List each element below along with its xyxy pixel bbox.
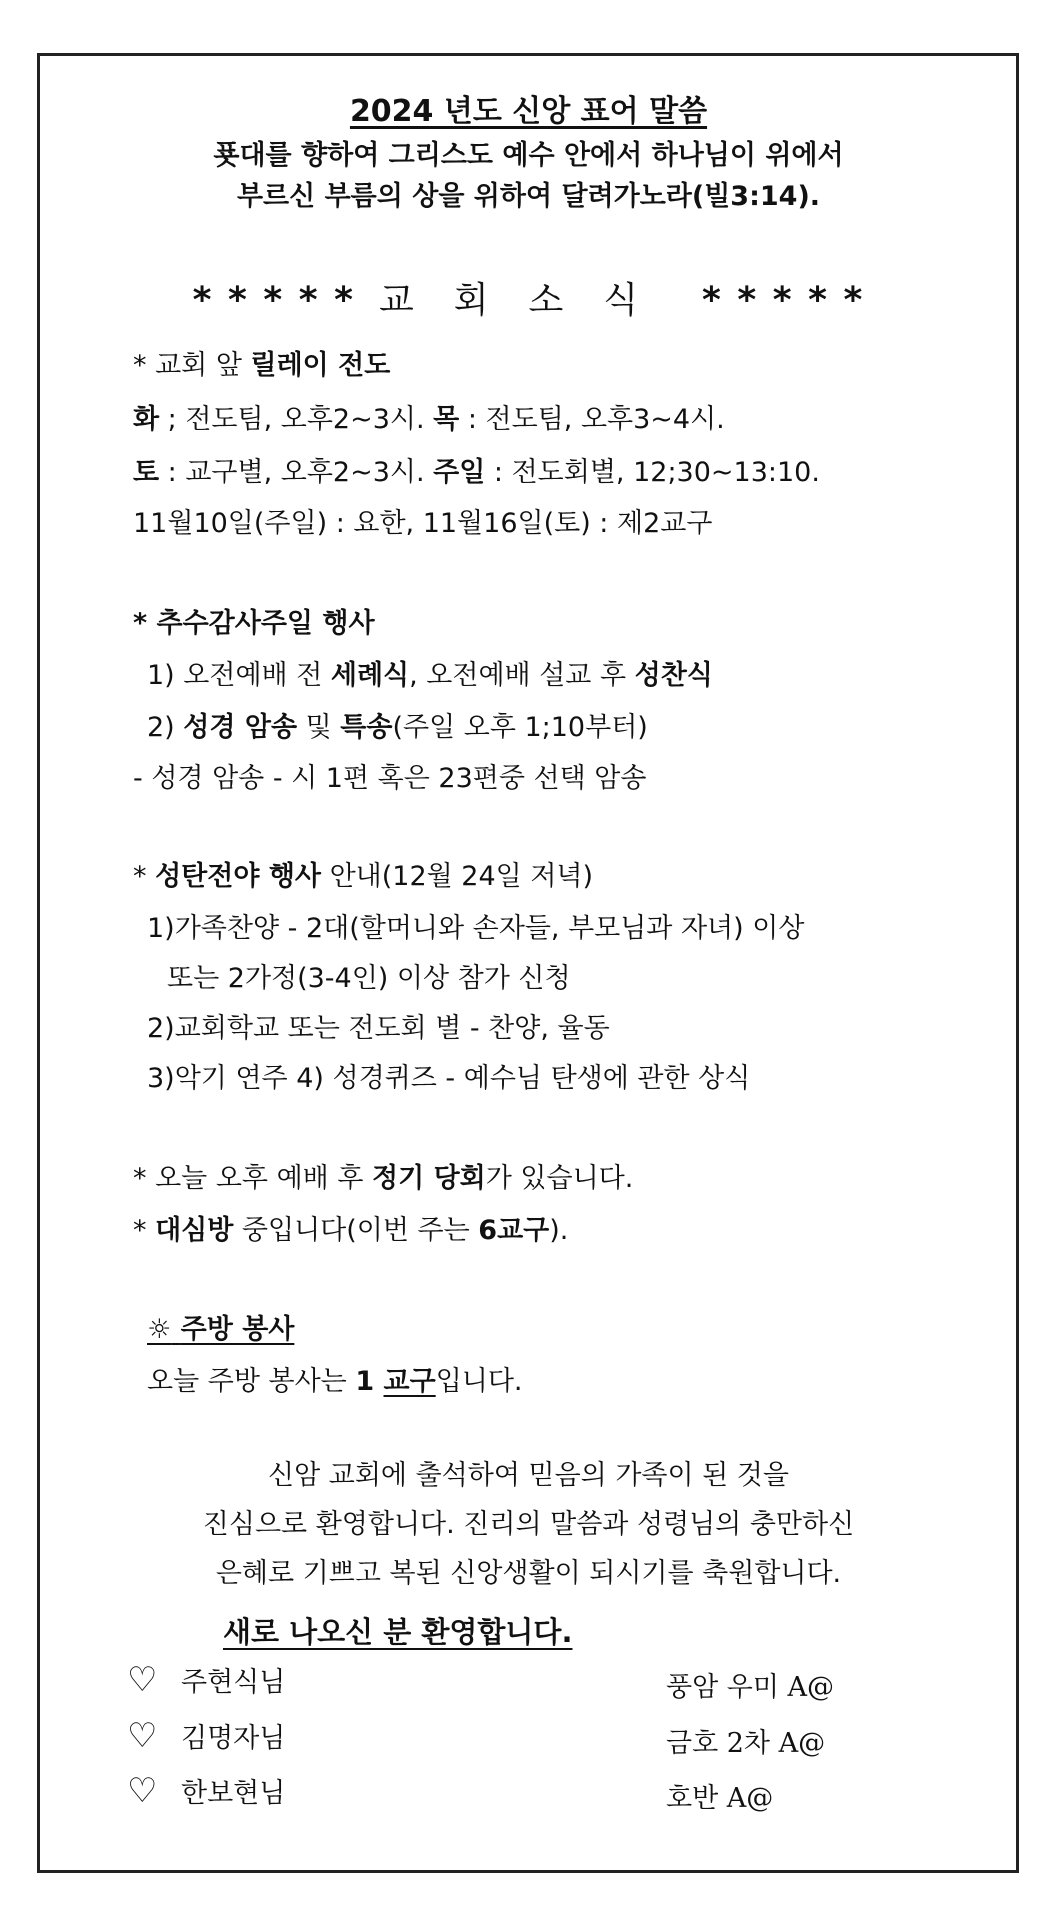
notice-visitation bbox=[133, 1208, 568, 1247]
relay-line-3: 11월10일(주일) : 요한, 11월16일(토) : 제2교구 bbox=[133, 508, 713, 539]
newcomer-name: 주현식님 bbox=[181, 1667, 286, 1698]
notice-2-district: 6교구 bbox=[478, 1215, 550, 1246]
tg-baptism: 세례식 bbox=[330, 660, 410, 691]
tg-special-song: 특송 bbox=[340, 712, 393, 743]
christmas-heading-rest: 안내(12월 24일 저녁) bbox=[321, 861, 594, 892]
notice-1-a: * 오늘 오후 예배 후 bbox=[133, 1163, 372, 1194]
heart-icon: ♡ bbox=[127, 1660, 158, 1700]
newcomer-name: 김명자님 bbox=[181, 1723, 286, 1754]
notice-2-e: ). bbox=[549, 1215, 569, 1246]
thanksgiving-heading: * 추수감사주일 행사 bbox=[133, 608, 375, 639]
newcomer-place: 호반 A@ bbox=[666, 1783, 774, 1814]
christmas-bullet: * bbox=[133, 861, 156, 892]
relay-heading-bold: 릴레이 전도 bbox=[250, 350, 391, 381]
kitchen-number: 1 bbox=[355, 1366, 384, 1397]
church-news-heading bbox=[0, 272, 1057, 323]
christmas-line-3: 2)교회학교 또는 전도회 별 - 찬양, 율동 bbox=[147, 1013, 610, 1044]
newcomer-row bbox=[127, 1771, 285, 1811]
thanksgiving-line-1 bbox=[147, 653, 713, 692]
heart-icon: ♡ bbox=[127, 1716, 158, 1756]
christmas-heading bbox=[133, 854, 593, 893]
tg-recitation: 성경 암송 bbox=[183, 712, 298, 743]
heart-icon: ♡ bbox=[127, 1771, 158, 1811]
relay-sat-detail: : 교구별, 오후2~3시. bbox=[159, 457, 434, 488]
motto-verse-line-2: 부르신 부름의 상을 위하여 달려가노라(빌3:14). bbox=[236, 181, 821, 212]
tg-l1-a: 1) 오전예배 전 bbox=[147, 660, 331, 691]
christmas-heading-bold: 성탄전야 행사 bbox=[155, 861, 321, 892]
sun-icon: ☼ bbox=[147, 1314, 172, 1345]
newcomers-heading: 새로 나오신 분 환영합니다. bbox=[223, 1615, 573, 1649]
tg-communion: 성찬식 bbox=[634, 660, 713, 691]
notice-1-bold: 정기 당회 bbox=[372, 1163, 486, 1194]
notice-2-a: * bbox=[133, 1215, 156, 1246]
relay-bullet: * 교회 앞 bbox=[133, 350, 251, 381]
motto-title: 2024 년도 신앙 표어 말씀 bbox=[349, 94, 708, 129]
relay-thu-detail: : 전도팀, 오후3~4시. bbox=[459, 404, 725, 435]
welcome-line-1: 신암 교회에 출석하여 믿음의 가족이 된 것을 bbox=[268, 1460, 789, 1491]
relay-sat: 토 bbox=[133, 457, 160, 488]
relay-tue-detail: ; 전도팀, 오후2~3시. bbox=[159, 404, 434, 435]
newcomer-row bbox=[127, 1660, 285, 1700]
relay-heading bbox=[133, 343, 390, 382]
relay-sun-detail: : 전도회별, 12;30~13:10. bbox=[485, 457, 820, 488]
notice-session-meeting bbox=[133, 1156, 633, 1195]
heading-stars-left: * * * * * bbox=[192, 280, 355, 321]
christmas-line-4: 3)악기 연주 4) 성경퀴즈 - 예수님 탄생에 관한 상식 bbox=[147, 1063, 751, 1094]
heading-stars-right: * * * * * bbox=[702, 280, 865, 321]
relay-thu: 목 bbox=[433, 404, 460, 435]
kitchen-heading bbox=[147, 1307, 294, 1346]
notice-2-bold: 대심방 bbox=[155, 1215, 234, 1246]
tg-l2-e: (주일 오후 1;10부터) bbox=[392, 712, 648, 743]
thanksgiving-line-2 bbox=[147, 705, 648, 744]
christmas-line-2: 또는 2가정(3-4인) 이상 참가 신청 bbox=[167, 963, 571, 994]
kitchen-l1-d: 입니다. bbox=[435, 1366, 523, 1397]
newcomer-row bbox=[127, 1716, 285, 1756]
relay-tue: 화 bbox=[133, 404, 160, 435]
thanksgiving-line-3: - 성경 암송 - 시 1편 혹은 23편중 선택 암송 bbox=[133, 763, 647, 794]
heading-word: 교회소식 bbox=[378, 280, 679, 321]
tg-l1-c: , 오전예배 설교 후 bbox=[409, 660, 635, 691]
kitchen-l1-a: 오늘 주방 봉사는 bbox=[147, 1366, 356, 1397]
welcome-line-3: 은혜로 기쁘고 복된 신앙생활이 되시기를 축원합니다. bbox=[215, 1558, 842, 1589]
relay-line-1 bbox=[133, 397, 725, 436]
kitchen-line-1 bbox=[147, 1359, 523, 1398]
newcomer-place: 풍암 우미 A@ bbox=[666, 1672, 834, 1703]
motto-verse-line-1: 푯대를 향하여 그리스도 예수 안에서 하나님이 위에서 bbox=[213, 140, 844, 171]
newcomer-place: 금호 2차 A@ bbox=[666, 1728, 826, 1759]
christmas-line-1: 1)가족찬양 - 2대(할머니와 손자들, 부모님과 자녀) 이상 bbox=[147, 913, 805, 944]
relay-sun: 주일 bbox=[433, 457, 486, 488]
tg-l2-c: 및 bbox=[297, 712, 341, 743]
welcome-line-2: 진심으로 환영합니다. 진리의 말씀과 성령님의 충만하신 bbox=[202, 1509, 855, 1540]
relay-line-2 bbox=[133, 450, 820, 489]
newcomer-name: 한보현님 bbox=[181, 1778, 286, 1809]
kitchen-district: 교구 bbox=[383, 1366, 436, 1397]
tg-l2-a: 2) bbox=[147, 712, 184, 743]
kitchen-heading-text: 주방 봉사 bbox=[180, 1314, 295, 1345]
notice-1-c: 가 있습니다. bbox=[485, 1163, 634, 1194]
notice-2-c: 중입니다(이번 주는 bbox=[233, 1215, 479, 1246]
